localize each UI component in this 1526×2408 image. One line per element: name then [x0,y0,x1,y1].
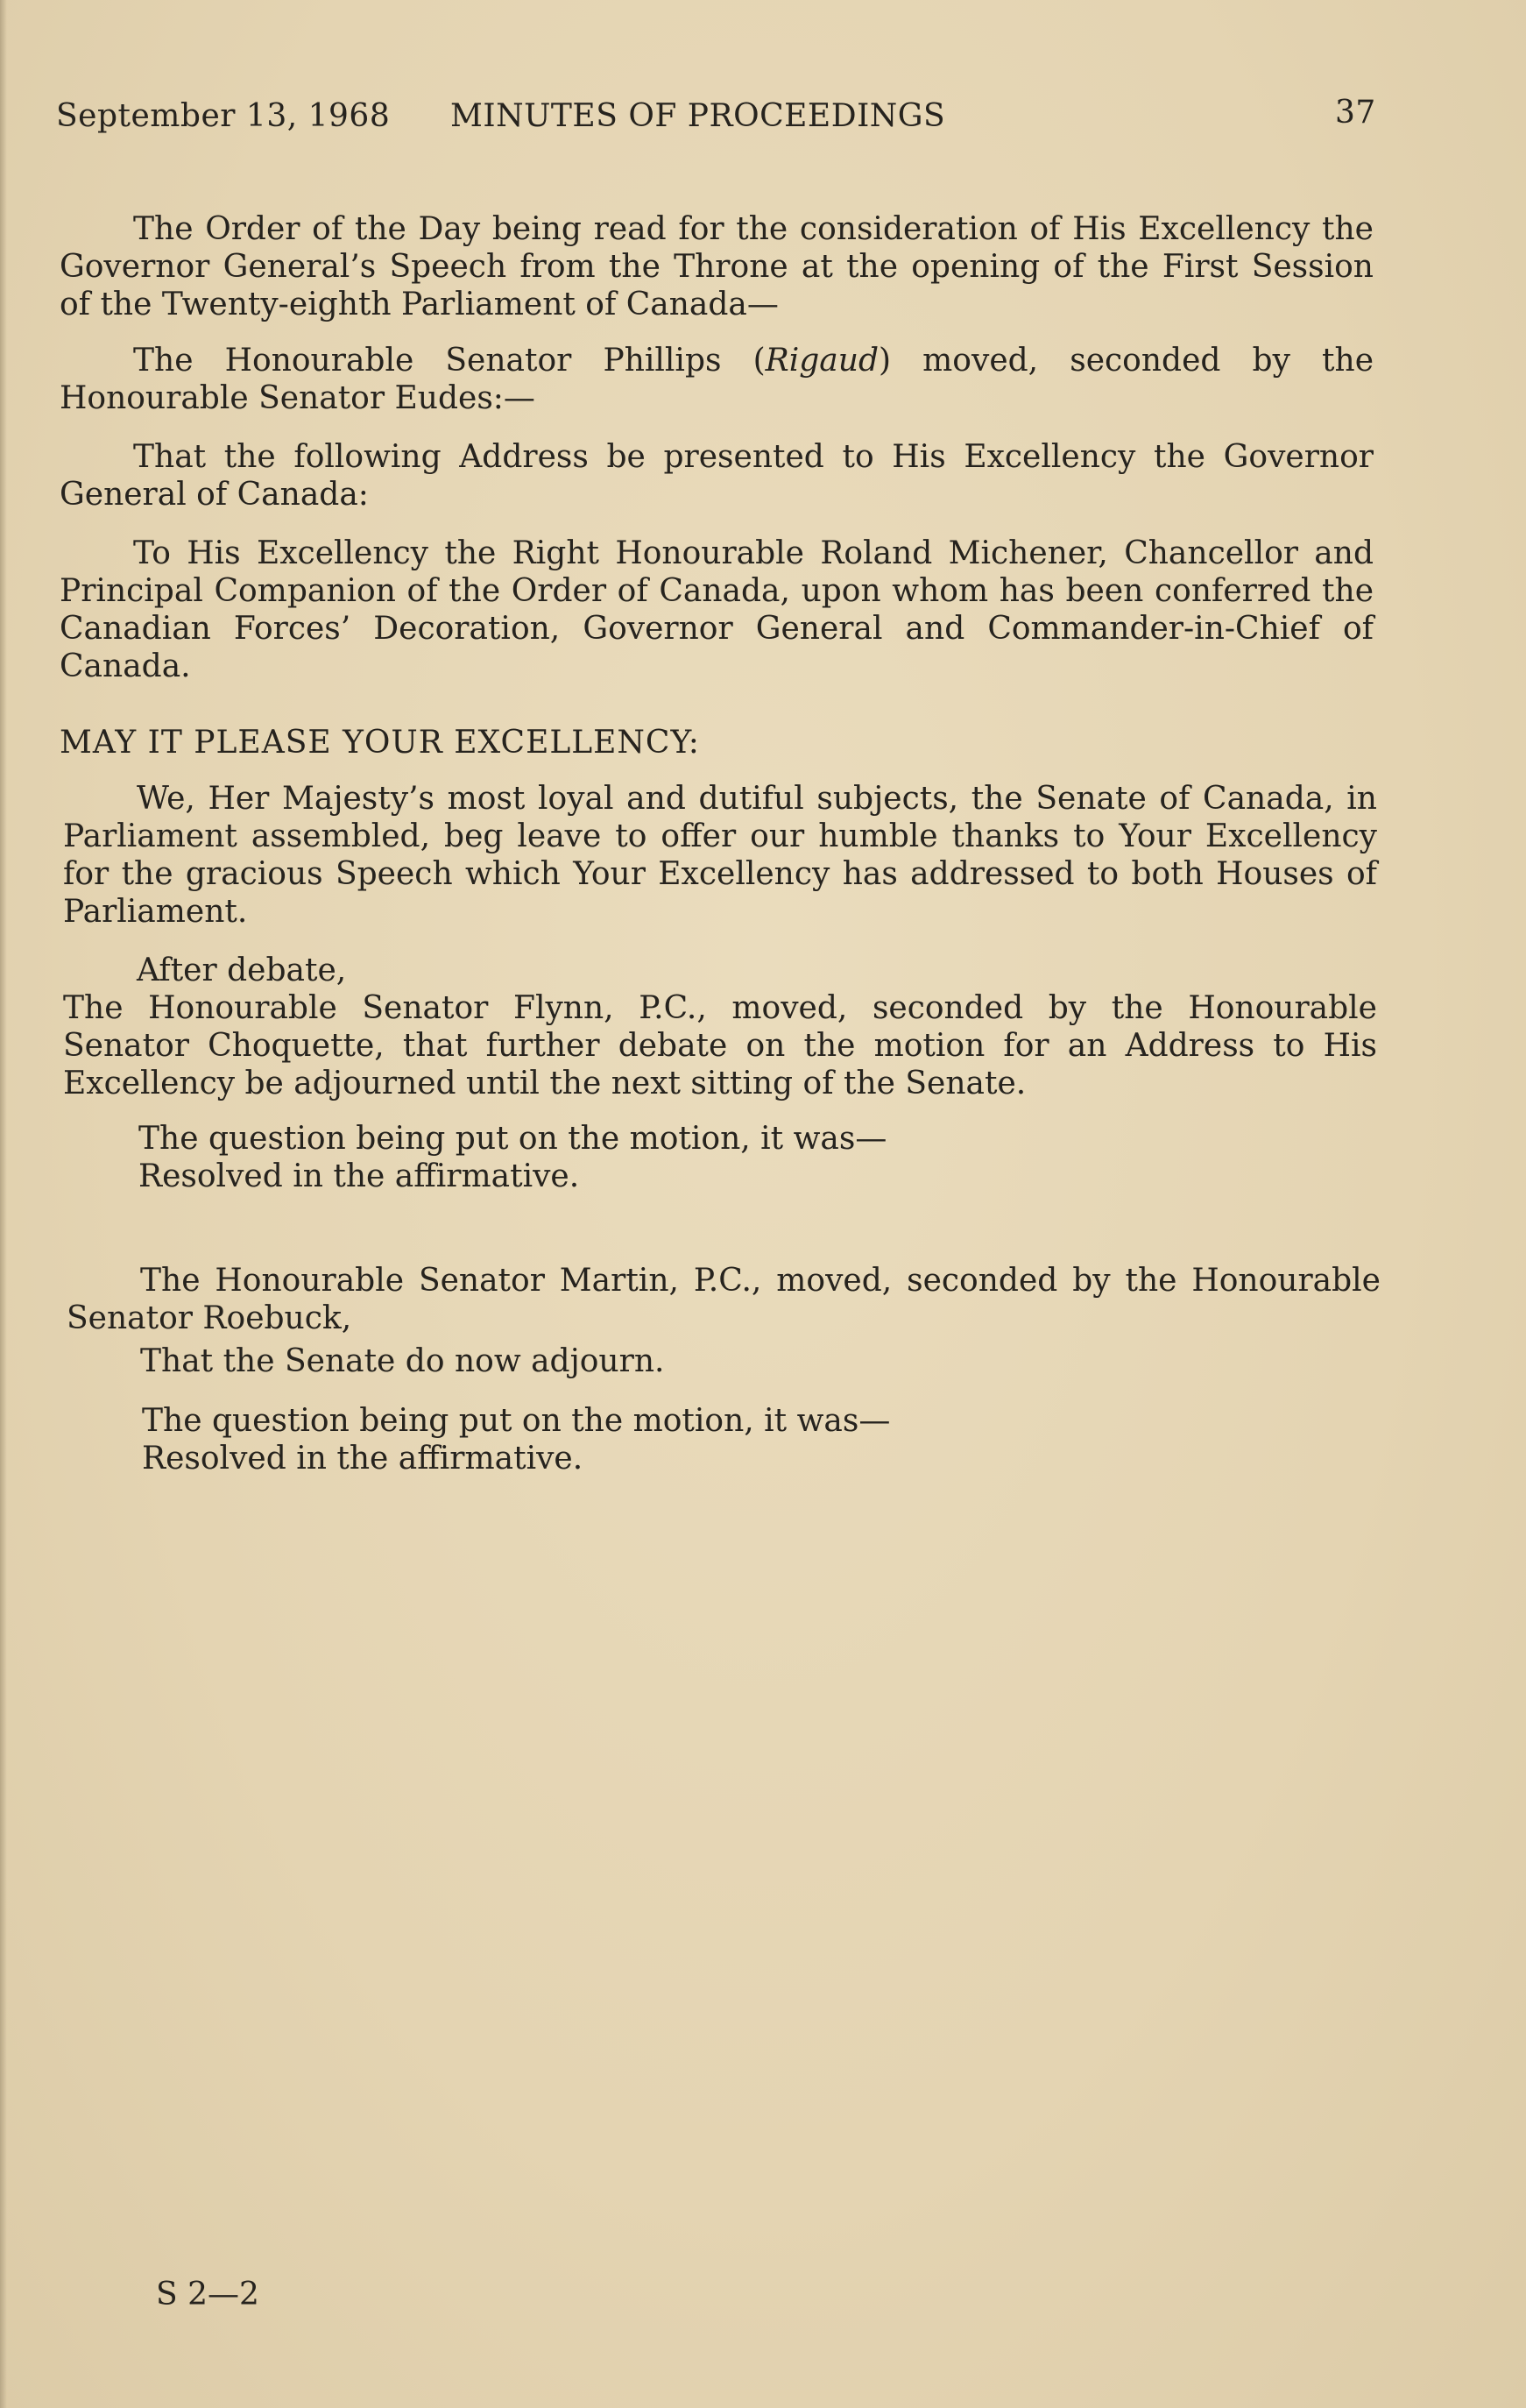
paragraph-motion-martin: The Honourable Senator Martin, P.C., moved, seconded by the Honourable Senator Roebuck, [67,1263,1381,1336]
header-date: September 13, 1968 [56,98,391,134]
paragraph-adjourn: That the Senate do now adjourn. [140,1343,665,1379]
after-debate-line: After debate, [137,953,347,988]
paragraph-after-debate [63,952,1377,1102]
resolved-line-2: Resolved in the affirmative. [142,1441,583,1477]
paragraph-motion-phillips [60,342,1374,417]
paragraph-order-of-day: The Order of the Day being read for the consideration of His Excellency the Governor General’s Speech from the Throne at the opening of the First Session of the Twenty-eighth Parliament of Canada— [60,211,1374,322]
paragraph-address-recipient: To His Excellency the Right Honourable Roland Michener, Chancellor and Principal Companion of the Order of Canada, upon whom has been conferred the Canadian Forces’ Decoration, Governor General and Commander-in-Chief of Canada. [60,535,1374,684]
question-put-line-2: The question being put on the motion, it was— [142,1403,891,1439]
paragraph-question-put-1 [65,1120,1379,1195]
motion-phillips-riding: Rigaud [765,343,879,379]
motion-phillips-text-start: The Honourable Senator Phillips ( [133,343,766,379]
page-number: 37 [1335,95,1376,131]
paragraph-address-intro: That the following Address be presented to His Excellency the Governor General of Canada: [60,439,1374,513]
signature-mark: S 2—2 [156,2277,259,2312]
page-edge-shadow [0,0,7,2408]
motion-phillips-text-end: ) moved, seconded by the Honourable Senator Eudes:— [60,343,1374,416]
paragraph-question-put-2 [68,1402,1382,1477]
salutation: MAY IT PLEASE YOUR EXCELLENCY: [60,725,700,761]
motion-flynn-text: The Honourable Senator Flynn, P.C., moved, seconded by the Honourable Senator Choquette, that further debate on the motion for an Address to His Excellency be adjourned until the next sitting of the Senate. [63,990,1377,1101]
question-put-line-1: The question being put on the motion, it was— [138,1121,887,1157]
header-title: MINUTES OF PROCEEDINGS [450,98,946,134]
paragraph-address-body: We, Her Majesty’s most loyal and dutiful subjects, the Senate of Canada, in Parliament assembled, beg leave to offer our humble thanks to Your Excellency for the gracious Speech which Your Excellency has addressed to both Houses of Parliament. [63,781,1377,930]
resolved-line-1: Resolved in the affirmative. [138,1158,580,1194]
